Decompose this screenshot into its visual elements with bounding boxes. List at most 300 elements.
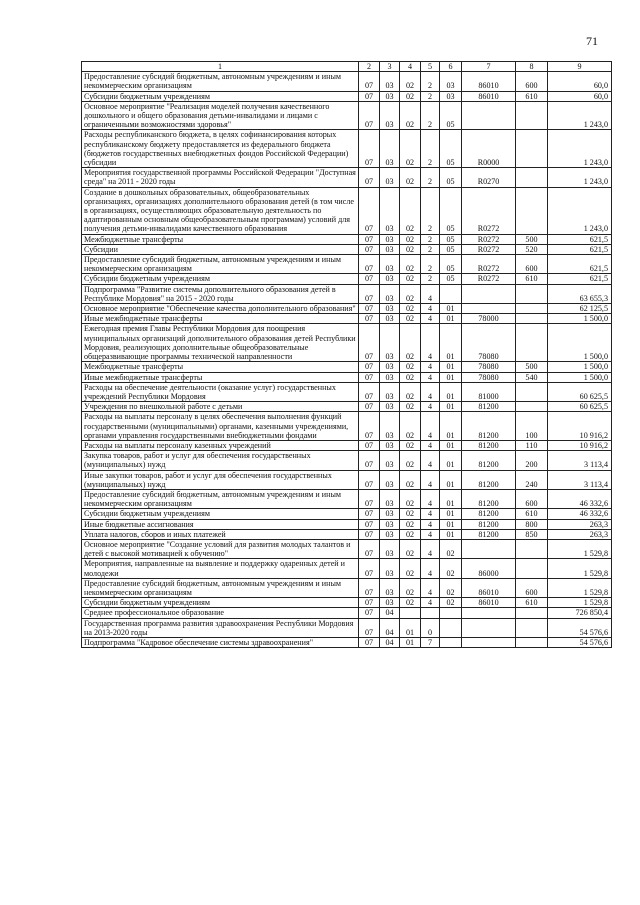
col-subsection: 03 — [380, 440, 400, 450]
col-amount: 263,3 — [548, 529, 612, 539]
row-name: Государственная программа развития здравоохранения Республики Мордовия на 2013-2020 годы — [82, 618, 359, 637]
col-subsection: 04 — [380, 637, 400, 647]
col-section: 07 — [359, 304, 380, 314]
col-subprogram: 4 — [421, 529, 440, 539]
col-direction: R0272 — [462, 234, 516, 244]
col-subprogram: 4 — [421, 412, 440, 441]
col-event: 01 — [440, 382, 462, 401]
row-name: Предоставление субсидий бюджетным, автономным учреждениям и иным некоммерческим организациям — [82, 578, 359, 597]
col-expense-type: 500 — [516, 234, 548, 244]
col-program — [400, 608, 421, 618]
col-program: 02 — [400, 314, 421, 324]
table-row — [82, 489, 612, 508]
table-row — [82, 274, 612, 284]
col-amount: 46 332,6 — [548, 489, 612, 508]
col-subprogram: 4 — [421, 470, 440, 489]
col-expense-type: 600 — [516, 578, 548, 597]
col-amount: 60 625,5 — [548, 402, 612, 412]
col-program: 02 — [400, 509, 421, 519]
col-section: 07 — [359, 578, 380, 597]
col-subprogram: 2 — [421, 274, 440, 284]
row-name: Основное мероприятие "Обеспечение качества дополнительного образования" — [82, 304, 359, 314]
col-program: 01 — [400, 637, 421, 647]
col-direction: 86010 — [462, 598, 516, 608]
col-program: 02 — [400, 234, 421, 244]
col-subsection: 03 — [380, 489, 400, 508]
row-name: Субсидии бюджетным учреждениям — [82, 274, 359, 284]
table-row — [82, 101, 612, 130]
row-name: Мероприятия, направленные на выявление и поддержку одаренных детей и молодежи — [82, 559, 359, 578]
col-subsection: 03 — [380, 372, 400, 382]
col-event: 03 — [440, 72, 462, 91]
table-row — [82, 187, 612, 234]
col-program: 02 — [400, 324, 421, 362]
col-amount: 10 916,2 — [548, 440, 612, 450]
table-row — [82, 470, 612, 489]
col-event: 02 — [440, 559, 462, 578]
row-name: Межбюджетные трансферты — [82, 234, 359, 244]
col-subsection: 03 — [380, 529, 400, 539]
col-subprogram: 4 — [421, 314, 440, 324]
row-name: Иные бюджетные ассигнования — [82, 519, 359, 529]
col-subprogram: 7 — [421, 637, 440, 647]
col-subprogram: 0 — [421, 618, 440, 637]
row-name: Закупка товаров, работ и услуг для обеспечения государственных (муниципальных) нужд — [82, 451, 359, 470]
col-event: 01 — [440, 440, 462, 450]
col-expense-type: 200 — [516, 451, 548, 470]
col-expense-type — [516, 168, 548, 187]
col-event: 01 — [440, 412, 462, 441]
col-subprogram: 4 — [421, 284, 440, 303]
col-program: 02 — [400, 382, 421, 401]
col-amount: 54 576,6 — [548, 637, 612, 647]
col-program: 02 — [400, 372, 421, 382]
col-expense-type — [516, 101, 548, 130]
col-subsection: 03 — [380, 451, 400, 470]
col-expense-type: 610 — [516, 509, 548, 519]
col-direction — [462, 608, 516, 618]
col-section: 07 — [359, 234, 380, 244]
col-section: 07 — [359, 168, 380, 187]
col-expense-type: 500 — [516, 362, 548, 372]
col-subsection: 03 — [380, 362, 400, 372]
col-section: 07 — [359, 284, 380, 303]
col-subsection: 03 — [380, 101, 400, 130]
col-event: 05 — [440, 244, 462, 254]
table-row — [82, 168, 612, 187]
header-cell: 2 — [359, 62, 380, 72]
header-cell: 6 — [440, 62, 462, 72]
table-row — [82, 72, 612, 91]
col-amount: 1 500,0 — [548, 372, 612, 382]
col-program: 02 — [400, 130, 421, 168]
col-section: 07 — [359, 274, 380, 284]
col-subprogram: 4 — [421, 382, 440, 401]
col-expense-type: 600 — [516, 255, 548, 274]
col-amount: 1 529,8 — [548, 539, 612, 558]
table-row — [82, 529, 612, 539]
col-amount: 60,0 — [548, 91, 612, 101]
row-name: Мероприятия государственной программы Российской Федерации "Доступная среда" на 2011 - 2020 годы — [82, 168, 359, 187]
table-row — [82, 578, 612, 597]
col-direction: 78080 — [462, 362, 516, 372]
col-program: 02 — [400, 274, 421, 284]
col-section: 07 — [359, 402, 380, 412]
table-row — [82, 539, 612, 558]
table-row — [82, 618, 612, 637]
col-expense-type — [516, 314, 548, 324]
table-row — [82, 509, 612, 519]
col-subprogram: 4 — [421, 578, 440, 597]
col-expense-type: 240 — [516, 470, 548, 489]
col-program: 02 — [400, 451, 421, 470]
table-row — [82, 324, 612, 362]
col-expense-type — [516, 304, 548, 314]
col-subprogram: 4 — [421, 451, 440, 470]
col-direction — [462, 284, 516, 303]
col-amount: 1 243,0 — [548, 187, 612, 234]
col-amount: 621,5 — [548, 234, 612, 244]
row-name: Уплата налогов, сборов и иных платежей — [82, 529, 359, 539]
row-name: Субсидии бюджетным учреждениям — [82, 91, 359, 101]
col-subsection: 03 — [380, 509, 400, 519]
row-name: Расходы республиканского бюджета, в целях софинансирования которых республиканскому бюджету предоставляется из федерального бюджета (бюджетов государственных внебюджетных фондов Российской Федерации) субсидии — [82, 130, 359, 168]
col-event: 01 — [440, 402, 462, 412]
col-direction: 81200 — [462, 509, 516, 519]
col-section: 07 — [359, 91, 380, 101]
row-name: Субсидии — [82, 244, 359, 254]
col-subprogram: 4 — [421, 324, 440, 362]
row-name: Субсидии бюджетным учреждениям — [82, 598, 359, 608]
col-program: 02 — [400, 402, 421, 412]
table-row — [82, 91, 612, 101]
table-row — [82, 451, 612, 470]
col-expense-type — [516, 539, 548, 558]
col-section: 07 — [359, 255, 380, 274]
col-amount: 60 625,5 — [548, 382, 612, 401]
col-subprogram: 4 — [421, 519, 440, 529]
col-direction: 86000 — [462, 559, 516, 578]
row-name: Иные закупки товаров, работ и услуг для обеспечения государственных (муниципальных) нужд — [82, 470, 359, 489]
table-row — [82, 244, 612, 254]
header-cell: 9 — [548, 62, 612, 72]
row-name: Основное мероприятие "Реализация моделей получения качественного дошкольного и общего образования детьми-инвалидами и лицами с ограниченными возможностями здоровья" — [82, 101, 359, 130]
header-row — [82, 62, 612, 72]
col-expense-type: 600 — [516, 72, 548, 91]
col-expense-type: 800 — [516, 519, 548, 529]
row-name: Подпрограмма "Развитие системы дополнительного образования детей в Республике Мордовия" на 2015 - 2020 годы — [82, 284, 359, 303]
col-direction — [462, 539, 516, 558]
col-program: 02 — [400, 304, 421, 314]
header-cell: 4 — [400, 62, 421, 72]
header-cell: 7 — [462, 62, 516, 72]
col-direction: R0270 — [462, 168, 516, 187]
col-subprogram: 2 — [421, 168, 440, 187]
col-program: 02 — [400, 470, 421, 489]
col-subsection: 03 — [380, 559, 400, 578]
col-expense-type: 610 — [516, 91, 548, 101]
col-section: 07 — [359, 324, 380, 362]
col-amount: 46 332,6 — [548, 509, 612, 519]
col-program: 02 — [400, 72, 421, 91]
col-amount: 3 113,4 — [548, 451, 612, 470]
col-program: 02 — [400, 255, 421, 274]
col-event: 01 — [440, 489, 462, 508]
col-event — [440, 618, 462, 637]
col-amount: 1 243,0 — [548, 168, 612, 187]
col-program: 02 — [400, 362, 421, 372]
row-name: Среднее профессиональное образование — [82, 608, 359, 618]
table-row — [82, 559, 612, 578]
col-section: 07 — [359, 637, 380, 647]
col-subsection: 03 — [380, 412, 400, 441]
col-subsection: 03 — [380, 72, 400, 91]
row-name: Подпрограмма "Кадровое обеспечение системы здравоохранения" — [82, 637, 359, 647]
col-subprogram: 2 — [421, 72, 440, 91]
table-row — [82, 519, 612, 529]
col-event — [440, 284, 462, 303]
col-program: 02 — [400, 578, 421, 597]
col-expense-type — [516, 324, 548, 362]
col-event: 05 — [440, 274, 462, 284]
row-name: Иные межбюджетные трансферты — [82, 372, 359, 382]
col-expense-type: 850 — [516, 529, 548, 539]
col-section: 07 — [359, 529, 380, 539]
col-subprogram: 2 — [421, 187, 440, 234]
col-direction — [462, 637, 516, 647]
col-direction: R0000 — [462, 130, 516, 168]
row-name: Субсидии бюджетным учреждениям — [82, 509, 359, 519]
col-section: 07 — [359, 519, 380, 529]
budget-table — [81, 61, 612, 648]
table-row — [82, 362, 612, 372]
col-event: 05 — [440, 168, 462, 187]
col-subprogram: 4 — [421, 489, 440, 508]
row-name: Учреждения по внешкольной работе с детьми — [82, 402, 359, 412]
col-section: 07 — [359, 382, 380, 401]
row-name: Предоставление субсидий бюджетным, автономным учреждениям и иным некоммерческим организациям — [82, 255, 359, 274]
col-expense-type — [516, 382, 548, 401]
col-event: 01 — [440, 362, 462, 372]
col-amount: 621,5 — [548, 244, 612, 254]
table-row — [82, 598, 612, 608]
col-amount: 726 850,4 — [548, 608, 612, 618]
col-section: 07 — [359, 451, 380, 470]
col-program: 02 — [400, 91, 421, 101]
header-cell: 3 — [380, 62, 400, 72]
col-section: 07 — [359, 412, 380, 441]
col-subsection: 03 — [380, 382, 400, 401]
col-subsection: 03 — [380, 130, 400, 168]
col-program: 02 — [400, 559, 421, 578]
col-direction: R0272 — [462, 244, 516, 254]
col-event: 02 — [440, 598, 462, 608]
col-direction — [462, 304, 516, 314]
col-program: 02 — [400, 187, 421, 234]
row-name: Основное мероприятие "Создание условий для развития молодых талантов и детей с высокой мотивацией к обучению" — [82, 539, 359, 558]
col-expense-type — [516, 618, 548, 637]
col-direction: 81200 — [462, 489, 516, 508]
table-row — [82, 608, 612, 618]
table-row — [82, 234, 612, 244]
col-amount: 3 113,4 — [548, 470, 612, 489]
table-row — [82, 304, 612, 314]
col-direction: 86010 — [462, 91, 516, 101]
col-event — [440, 637, 462, 647]
table-row — [82, 372, 612, 382]
row-name: Расходы на выплаты персоналу казенных учреждений — [82, 440, 359, 450]
col-subprogram: 2 — [421, 91, 440, 101]
table-row — [82, 284, 612, 303]
col-event: 01 — [440, 372, 462, 382]
col-subprogram — [421, 608, 440, 618]
col-amount: 621,5 — [548, 274, 612, 284]
col-expense-type: 610 — [516, 274, 548, 284]
col-program: 02 — [400, 539, 421, 558]
page-number: 71 — [586, 34, 598, 48]
row-name: Межбюджетные трансферты — [82, 362, 359, 372]
col-section: 07 — [359, 101, 380, 130]
col-program: 02 — [400, 519, 421, 529]
col-subsection: 03 — [380, 234, 400, 244]
col-direction: 78080 — [462, 372, 516, 382]
row-name: Ежегодная премия Главы Республики Мордовия для поощрения муниципальных организаций дополнительного образования детей Республики Мордовия, реализующих дополнительные общеобразовательные общеразвивающие программы технической направленности — [82, 324, 359, 362]
col-event: 01 — [440, 470, 462, 489]
col-subprogram: 4 — [421, 372, 440, 382]
col-event: 01 — [440, 304, 462, 314]
col-subsection: 03 — [380, 244, 400, 254]
col-subprogram: 4 — [421, 559, 440, 578]
col-subsection: 03 — [380, 539, 400, 558]
col-amount: 54 576,6 — [548, 618, 612, 637]
col-direction: R0272 — [462, 255, 516, 274]
col-subsection: 03 — [380, 324, 400, 362]
col-expense-type: 100 — [516, 412, 548, 441]
table-row — [82, 382, 612, 401]
col-subsection: 04 — [380, 608, 400, 618]
table-row — [82, 440, 612, 450]
col-direction: 81200 — [462, 519, 516, 529]
col-amount: 1 243,0 — [548, 130, 612, 168]
col-expense-type — [516, 559, 548, 578]
col-section: 07 — [359, 372, 380, 382]
col-event: 05 — [440, 130, 462, 168]
table-row — [82, 130, 612, 168]
col-section: 07 — [359, 539, 380, 558]
col-program: 01 — [400, 618, 421, 637]
col-subsection: 03 — [380, 91, 400, 101]
row-name: Расходы на обеспечение деятельности (оказание услуг) государственных учреждений Республики Мордовия — [82, 382, 359, 401]
col-subprogram: 4 — [421, 509, 440, 519]
col-expense-type — [516, 187, 548, 234]
col-section: 07 — [359, 72, 380, 91]
col-subsection: 03 — [380, 402, 400, 412]
col-section: 07 — [359, 470, 380, 489]
table-row — [82, 255, 612, 274]
table-row — [82, 637, 612, 647]
col-event: 05 — [440, 101, 462, 130]
col-program: 02 — [400, 598, 421, 608]
col-subsection: 03 — [380, 255, 400, 274]
col-event: 02 — [440, 539, 462, 558]
col-event: 05 — [440, 234, 462, 244]
col-direction: 81200 — [462, 529, 516, 539]
col-subsection: 03 — [380, 274, 400, 284]
col-subprogram: 4 — [421, 304, 440, 314]
col-amount: 1 529,8 — [548, 559, 612, 578]
col-direction: 81200 — [462, 440, 516, 450]
col-amount: 10 916,2 — [548, 412, 612, 441]
col-expense-type — [516, 637, 548, 647]
col-direction: R0272 — [462, 274, 516, 284]
col-expense-type: 610 — [516, 598, 548, 608]
col-direction: 81200 — [462, 412, 516, 441]
col-section: 07 — [359, 130, 380, 168]
col-subsection: 03 — [380, 578, 400, 597]
col-direction: 81200 — [462, 451, 516, 470]
table-row — [82, 402, 612, 412]
col-program: 02 — [400, 244, 421, 254]
col-expense-type: 540 — [516, 372, 548, 382]
col-subprogram: 4 — [421, 362, 440, 372]
col-subsection: 03 — [380, 314, 400, 324]
col-amount: 1 529,8 — [548, 578, 612, 597]
col-event — [440, 608, 462, 618]
col-section: 07 — [359, 489, 380, 508]
col-amount: 1 500,0 — [548, 362, 612, 372]
col-subsection: 03 — [380, 304, 400, 314]
col-amount: 60,0 — [548, 72, 612, 91]
col-subprogram: 2 — [421, 234, 440, 244]
col-event: 02 — [440, 578, 462, 597]
col-section: 07 — [359, 618, 380, 637]
table-row — [82, 412, 612, 441]
col-section: 07 — [359, 608, 380, 618]
col-program: 02 — [400, 101, 421, 130]
col-section: 07 — [359, 440, 380, 450]
col-subsection: 03 — [380, 168, 400, 187]
col-subsection: 03 — [380, 598, 400, 608]
col-program: 02 — [400, 529, 421, 539]
col-direction: 78000 — [462, 314, 516, 324]
row-name: Создание в дошкольных образовательных, общеобразовательных организациях, организациях дополнительного образования детей (в том числе в организациях, осуществляющих образовательную деятельность по адаптированным основным общеобразовательным программам) условий для получения детьми-инвалидами качественного образования — [82, 187, 359, 234]
row-name: Расходы на выплаты персоналу в целях обеспечения выполнения функций государственными (муниципальными) органами, казенными учреждениями, органами управления государственными внебюджетными фондами — [82, 412, 359, 441]
col-event: 03 — [440, 91, 462, 101]
col-subsection: 03 — [380, 470, 400, 489]
col-section: 07 — [359, 598, 380, 608]
col-subprogram: 2 — [421, 244, 440, 254]
col-expense-type — [516, 130, 548, 168]
col-section: 07 — [359, 509, 380, 519]
col-expense-type: 110 — [516, 440, 548, 450]
col-program: 02 — [400, 412, 421, 441]
col-direction: 81200 — [462, 470, 516, 489]
col-amount: 1 243,0 — [548, 101, 612, 130]
col-program: 02 — [400, 284, 421, 303]
col-direction — [462, 618, 516, 637]
col-event: 01 — [440, 519, 462, 529]
col-section: 07 — [359, 187, 380, 234]
col-amount: 621,5 — [548, 255, 612, 274]
row-name: Предоставление субсидий бюджетным, автономным учреждениям и иным некоммерческим организациям — [82, 72, 359, 91]
col-direction: 78080 — [462, 324, 516, 362]
col-direction: 86010 — [462, 578, 516, 597]
col-expense-type: 520 — [516, 244, 548, 254]
col-section: 07 — [359, 314, 380, 324]
col-amount: 62 125,5 — [548, 304, 612, 314]
table-row — [82, 314, 612, 324]
col-amount: 263,3 — [548, 519, 612, 529]
